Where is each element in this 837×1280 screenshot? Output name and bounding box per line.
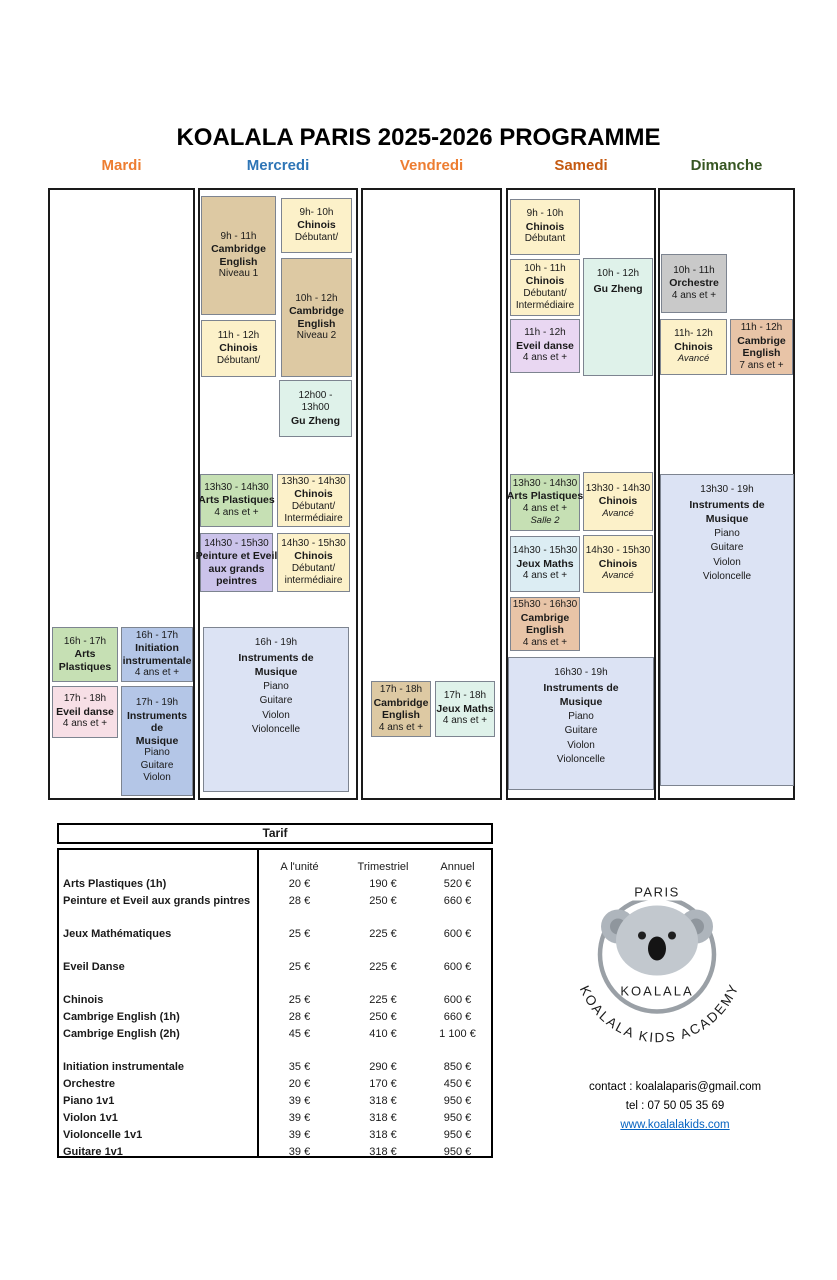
schedule-event — [583, 535, 653, 593]
schedule-event — [510, 536, 580, 592]
event-line: 13h30 - 19h — [700, 484, 754, 495]
event-line: Avancé — [677, 353, 710, 365]
event-line: 14h30 - 15h30 — [281, 537, 346, 549]
event-line: Arts Plastiques — [506, 490, 584, 502]
event-line: Cambridge — [211, 243, 266, 255]
tarif-row — [59, 958, 491, 975]
event-line: Cambridge — [289, 305, 344, 317]
event-line: 14h30 - 15h30 — [204, 537, 269, 549]
schedule-event — [195, 533, 278, 592]
schedule-event — [730, 319, 793, 375]
tarif-price-unit: 25 € — [288, 960, 311, 973]
event-line: Instruments de — [543, 681, 619, 694]
event-line: Guitare — [564, 725, 598, 736]
event-line: Jeux Maths — [436, 702, 494, 715]
tarif-title: Tarif — [57, 823, 493, 844]
tarif-price-annuel: 600 € — [443, 960, 472, 973]
schedule-event — [200, 474, 273, 527]
event-line: Guitare — [710, 542, 744, 553]
event-line: Musique — [559, 696, 603, 708]
tarif-price-unit: 35 € — [288, 1060, 311, 1073]
event-line: Instruments de — [238, 651, 314, 664]
day-header-mercredi: Mercredi — [246, 157, 310, 174]
tarif-item-name: Initiation instrumentale — [63, 1060, 185, 1073]
event-line: Chinois — [598, 557, 638, 570]
tarif-price-trimestriel: 290 € — [369, 1060, 397, 1073]
tarif-price-unit: 20 € — [288, 1077, 311, 1090]
contact-block — [555, 1078, 795, 1135]
tarif-price-trimestriel: 410 € — [369, 1027, 397, 1040]
schedule-event — [52, 686, 118, 738]
tarif-row — [59, 1126, 491, 1143]
event-line: 13h30 - 14h30 — [281, 475, 346, 487]
event-line: 4 ans et + — [134, 667, 180, 678]
event-line: 16h - 17h — [63, 635, 107, 647]
tarif-col-header: Trimestriel — [357, 860, 409, 873]
page-title: KOALALA PARIS 2025-2026 PROGRAMME — [176, 124, 661, 151]
tarif-item-name: Orchestre — [63, 1077, 115, 1090]
event-line: Gu Zheng — [593, 282, 643, 295]
schedule-event — [277, 474, 350, 527]
event-line: Guitare — [259, 695, 293, 706]
event-line: Piano — [714, 527, 740, 539]
tarif-col-header: A l'unité — [280, 860, 319, 873]
event-line: Violon — [143, 772, 171, 784]
event-line: Musique — [135, 734, 179, 747]
contact-email: contact : koalalaparis@gmail.com — [588, 1081, 762, 1093]
tarif-price-unit: 39 € — [288, 1128, 311, 1141]
tarif-price-trimestriel: 170 € — [369, 1077, 397, 1090]
contact-phone: tel : 07 50 05 35 69 — [625, 1100, 725, 1112]
event-line: 16h - 19h — [254, 637, 298, 648]
tarif-item-name: Cambrige English (1h) — [63, 1010, 180, 1023]
event-line: Instruments de — [689, 498, 765, 511]
tarif-price-trimestriel: 225 € — [369, 927, 397, 940]
event-line: Musique — [254, 666, 298, 678]
day-header-vendredi: Vendredi — [399, 157, 464, 174]
tarif-price-annuel: 520 € — [443, 877, 472, 890]
event-line: 13h30 - 14h30 — [585, 482, 651, 494]
tarif-price-annuel: 950 € — [443, 1128, 472, 1141]
schedule-event — [281, 198, 352, 253]
tarif-price-annuel: 450 € — [443, 1077, 472, 1090]
event-line: Peinture et Eveil — [195, 550, 278, 562]
event-line: 10h - 12h — [596, 268, 640, 279]
tarif-price-trimestriel: 318 € — [369, 1111, 397, 1124]
schedule-event — [510, 199, 580, 255]
event-line: Orchestre — [669, 277, 719, 290]
tarif-price-annuel: 950 € — [443, 1145, 472, 1158]
day-header-samedi: Samedi — [554, 157, 608, 174]
event-line: Eveil danse — [56, 705, 114, 718]
event-line: Piano — [144, 747, 170, 759]
event-line: Salle 2 — [530, 515, 560, 526]
event-line: English — [382, 709, 420, 721]
tarif-price-annuel: 1 100 € — [439, 1027, 476, 1040]
tarif-spacer — [59, 975, 491, 991]
event-line: 7 ans et + — [739, 359, 784, 371]
event-line: Piano — [263, 680, 289, 692]
event-line: Débutant/ — [294, 231, 339, 243]
day-header-dimanche: Dimanche — [690, 157, 763, 174]
event-line: Gu Zheng — [291, 414, 340, 427]
schedule-event — [201, 196, 276, 315]
schedule-event — [279, 380, 352, 437]
tarif-price-trimestriel: 190 € — [369, 877, 397, 890]
event-line: 10h - 12h — [295, 292, 338, 304]
schedule-event — [371, 681, 431, 737]
event-line: 11h - 12h — [217, 329, 260, 341]
event-line: 4 ans et + — [442, 715, 488, 727]
tarif-spacer — [59, 1042, 491, 1058]
tarif-price-unit: 39 € — [288, 1094, 311, 1107]
event-line: Cambrige — [737, 334, 786, 347]
schedule-event — [121, 627, 193, 682]
koala-logo — [565, 872, 795, 1067]
event-line: 11h - 12h — [740, 322, 783, 333]
event-line: 11h- 12h — [674, 328, 713, 340]
event-line: Violoncelle — [702, 571, 752, 582]
tarif-price-annuel: 600 € — [443, 993, 472, 1006]
event-line: 9h - 11h — [220, 230, 257, 242]
event-line: Cambrige — [520, 611, 570, 624]
event-line: 4 ans et + — [522, 636, 568, 648]
schedule-event — [121, 686, 193, 796]
tarif-row — [59, 1109, 491, 1126]
tarif-row — [59, 1058, 491, 1075]
event-line: English — [297, 317, 336, 330]
event-line: Débutant/ — [291, 562, 336, 574]
event-line: 9h- 10h — [299, 206, 334, 218]
tarif-price-trimestriel: 250 € — [369, 1010, 397, 1023]
tarif-price-unit: 25 € — [288, 927, 311, 940]
event-line: Arts — [74, 648, 96, 661]
event-line: Violoncelle — [251, 724, 301, 735]
schedule-event — [435, 681, 495, 737]
event-line: 17h - 18h — [379, 684, 423, 695]
tarif-item-name: Jeux Mathématiques — [63, 927, 172, 940]
event-line: 9h - 10h — [526, 208, 564, 220]
tarif-item-name: Violon 1v1 — [63, 1111, 118, 1124]
event-line: 4 ans et + — [522, 570, 568, 582]
logo-arc-text: KOALALA KIDS ACADEMY — [576, 980, 742, 1046]
schedule-event — [281, 258, 352, 377]
event-line: English — [219, 255, 258, 268]
tarif-divider — [257, 850, 259, 1156]
event-line: de — [150, 722, 164, 735]
event-line: Eveil danse — [516, 339, 574, 352]
tarif-row — [59, 991, 491, 1008]
event-line: peintres — [216, 575, 257, 587]
schedule-event — [277, 533, 350, 592]
event-line: Piano — [568, 710, 594, 722]
tarif-row — [59, 875, 491, 892]
event-line: Jeux Maths — [516, 557, 574, 570]
event-line: aux grands — [208, 562, 265, 575]
event-line: Violon — [262, 709, 290, 721]
event-line: Avancé — [602, 507, 634, 519]
event-line: Avancé — [602, 570, 634, 582]
tarif-price-trimestriel: 250 € — [369, 894, 397, 907]
event-line: Niveau 2 — [296, 330, 337, 341]
tarif-price-unit: 28 € — [288, 1010, 311, 1023]
event-line: Chinois — [674, 340, 713, 353]
event-line: 10h - 11h — [673, 264, 715, 276]
tarif-price-unit: 20 € — [288, 877, 311, 890]
event-line: 15h30 - 16h30 — [512, 599, 578, 610]
schedule-event — [52, 627, 118, 682]
event-line: English — [742, 347, 781, 359]
event-line: 4 ans et + — [671, 289, 717, 301]
event-line: Chinois — [294, 550, 333, 562]
website-link[interactable]: www.koalalakids.com — [620, 1119, 730, 1131]
tarif-row — [59, 892, 491, 909]
tarif-price-annuel: 950 € — [443, 1111, 472, 1124]
tarif-price-unit: 28 € — [288, 894, 311, 907]
event-line: 13h30 - 14h30 — [512, 477, 578, 489]
schedule-event — [506, 474, 584, 531]
event-line: Intermédiaire — [284, 513, 343, 524]
event-line: 4 ans et + — [214, 506, 259, 518]
tarif-item-name: Peinture et Eveil aux grands pintres — [63, 894, 251, 907]
schedule-event — [661, 254, 727, 313]
event-line: Débutant/ — [523, 287, 567, 299]
schedule-event — [510, 259, 580, 316]
tarif-row — [59, 1075, 491, 1092]
tarif-row — [59, 1025, 491, 1042]
event-line: Intermédiaire — [515, 300, 575, 311]
event-line: 11h - 12h — [524, 327, 566, 339]
tarif-table — [57, 848, 493, 1158]
event-line: Arts Plastiques — [198, 494, 275, 507]
event-line: 14h30 - 15h30 — [512, 545, 578, 557]
tarif-price-annuel: 950 € — [443, 1094, 472, 1107]
event-line: 10h - 11h — [524, 262, 566, 274]
event-line: Violon — [567, 739, 595, 751]
tarif-col-header: Annuel — [440, 860, 475, 873]
tarif-row — [59, 1092, 491, 1109]
event-line: 13h30 - 14h30 — [204, 481, 269, 493]
event-line: 4 ans et + — [522, 502, 568, 514]
event-line: 4 ans et + — [522, 352, 568, 364]
event-line: Initiation — [135, 642, 179, 654]
event-line: 13h00 — [301, 402, 330, 414]
tarif-item-name: Arts Plastiques (1h) — [63, 877, 167, 890]
tarif-column-headers — [59, 858, 491, 875]
event-line: Débutant — [524, 233, 566, 245]
event-line: Cambridge — [373, 696, 429, 709]
event-line: Instruments — [126, 709, 188, 722]
event-line: 17h - 18h — [63, 693, 107, 705]
event-line: Chinois — [219, 342, 258, 355]
event-line: Chinois — [294, 488, 333, 500]
schedule-event — [660, 319, 727, 375]
day-header-mardi: Mardi — [101, 157, 142, 174]
logo-koalala-text: KOALALA — [620, 983, 694, 999]
tarif-item-name: Guitare 1v1 — [63, 1145, 123, 1158]
tarif-price-unit: 45 € — [288, 1027, 311, 1040]
tarif-price-annuel: 660 € — [443, 1010, 472, 1023]
event-line: intermédiaire — [284, 575, 343, 586]
tarif-row — [59, 925, 491, 942]
tarif-price-trimestriel: 318 € — [369, 1145, 397, 1158]
tarif-spacer — [59, 942, 491, 958]
event-line: English — [526, 624, 564, 636]
event-line: 14h30 - 15h30 — [585, 545, 651, 557]
event-line: Chinois — [297, 219, 336, 232]
tarif-item-name: Chinois — [63, 993, 104, 1006]
event-line: 12h00 - — [298, 389, 333, 401]
tarif-price-annuel: 600 € — [443, 927, 472, 940]
schedule-event — [510, 597, 580, 651]
event-line: Violon — [713, 556, 741, 568]
event-line: Musique — [705, 513, 749, 525]
event-line: 17h - 18h — [443, 690, 487, 702]
tarif-item-name: Eveil Danse — [63, 960, 125, 973]
tarif-price-annuel: 660 € — [443, 894, 472, 907]
event-line: Niveau 1 — [218, 268, 259, 279]
event-line: Plastiques — [58, 660, 112, 673]
event-line: Chinois — [525, 275, 565, 287]
event-line: Débutant/ — [291, 500, 336, 512]
schedule-event — [510, 319, 580, 373]
schedule-event — [508, 657, 654, 790]
event-line: Chinois — [598, 495, 638, 508]
tarif-item-name: Violoncelle 1v1 — [63, 1128, 143, 1141]
event-line: instrumentale — [122, 654, 192, 667]
tarif-price-trimestriel: 318 € — [369, 1128, 397, 1141]
event-line: 4 ans et + — [378, 721, 424, 733]
koala-icon — [601, 906, 713, 976]
tarif-item-name: Cambrige English (2h) — [63, 1027, 180, 1040]
tarif-row — [59, 1143, 491, 1160]
event-line: Violoncelle — [556, 754, 606, 765]
event-line: 16h - 17h — [135, 629, 179, 641]
tarif-price-unit: 39 € — [288, 1145, 311, 1158]
tarif-price-trimestriel: 225 € — [369, 993, 397, 1006]
tarif-price-trimestriel: 225 € — [369, 960, 397, 973]
tarif-spacer — [59, 909, 491, 925]
schedule-event — [583, 472, 653, 531]
tarif-price-unit: 25 € — [288, 993, 311, 1006]
event-line: 16h30 - 19h — [554, 667, 608, 678]
tarif-price-unit: 39 € — [288, 1111, 311, 1124]
schedule-event — [583, 258, 653, 376]
event-line: 17h - 19h — [135, 697, 179, 709]
schedule-event — [660, 474, 794, 786]
event-line: 4 ans et + — [62, 718, 108, 730]
tarif-price-trimestriel: 318 € — [369, 1094, 397, 1107]
schedule-event — [203, 627, 349, 792]
event-line: Chinois — [525, 220, 565, 233]
tarif-item-name: Piano 1v1 — [63, 1094, 115, 1107]
event-line: Guitare — [140, 759, 174, 771]
tarif-price-annuel: 850 € — [443, 1060, 472, 1073]
schedule-event — [201, 320, 276, 377]
event-line: Débutant/ — [216, 354, 261, 366]
tarif-row — [59, 1008, 491, 1025]
logo-paris-text: PARIS — [634, 884, 680, 900]
